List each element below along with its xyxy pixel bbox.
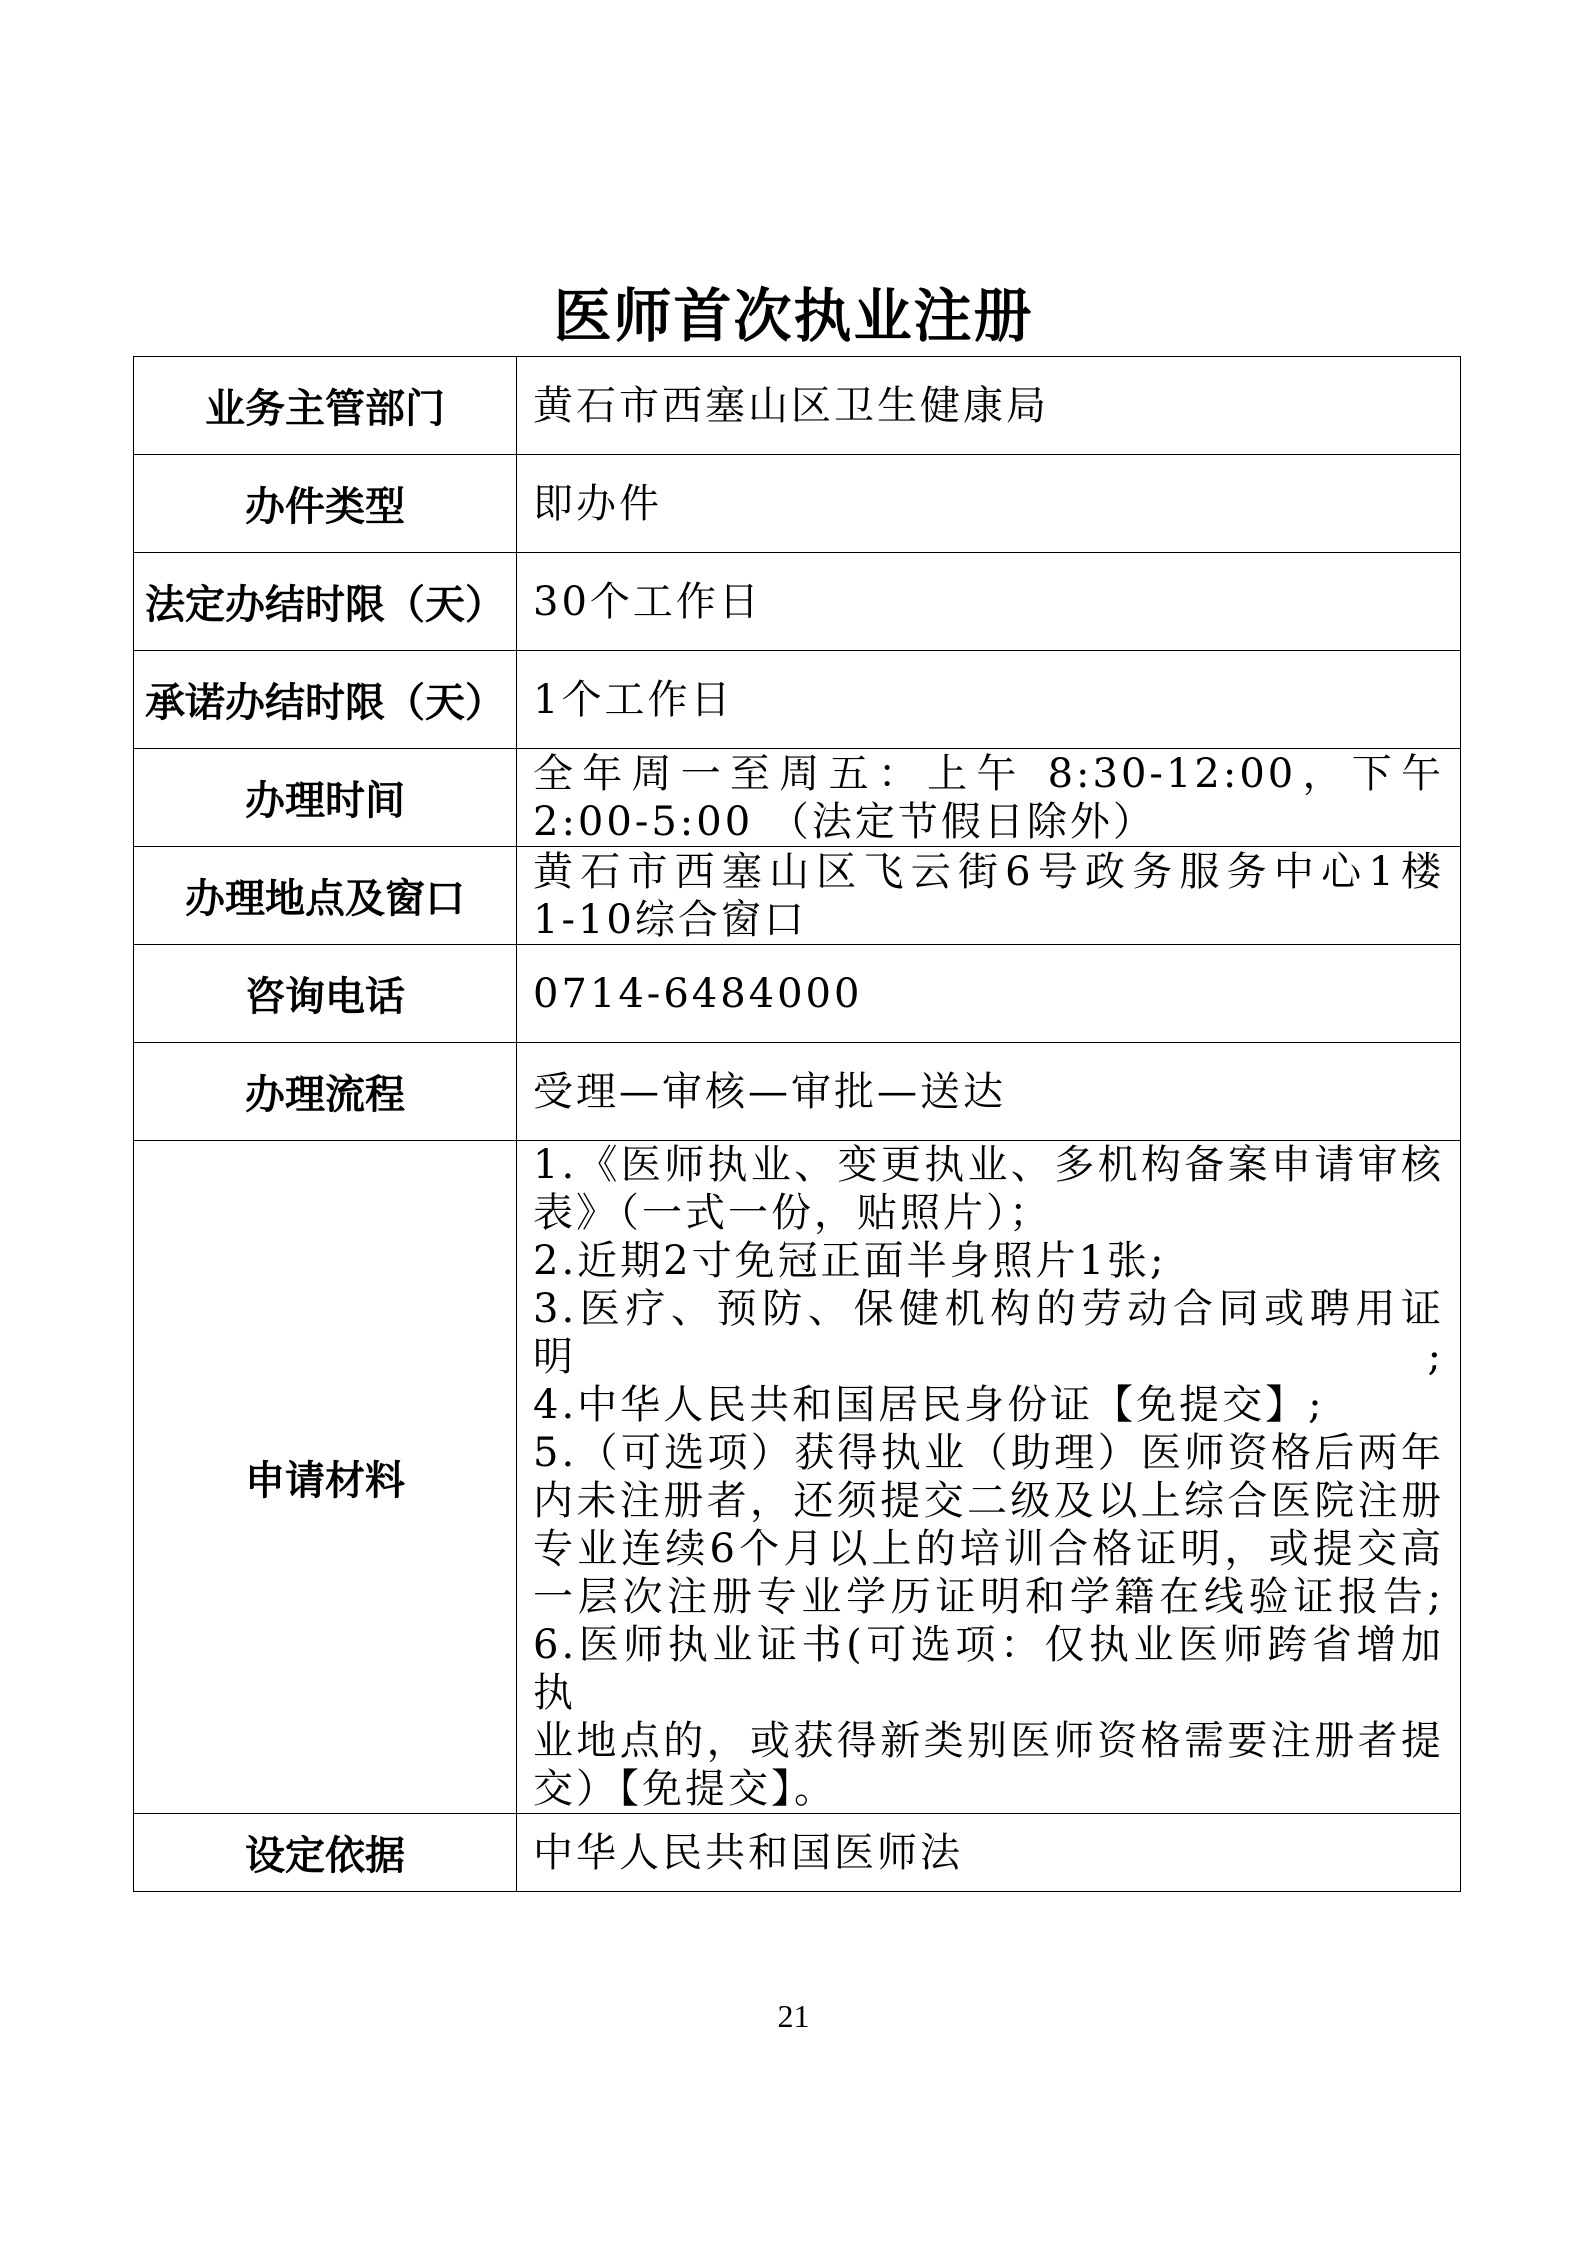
location-line: 1-10综合窗口 <box>533 896 807 943</box>
row-value-process: 受理—审核—审批—送达 <box>517 1043 1461 1141</box>
materials-line: 内未注册者，还须提交二级及以上综合医院注册 <box>533 1478 1444 1524</box>
materials-line: 1.《医师执业、变更执业、多机构备案申请审核 <box>533 1142 1444 1188</box>
table-row <box>134 847 1461 945</box>
info-table <box>133 356 1461 1892</box>
materials-line: 业地点的，或获得新类别医师资格需要注册者提 <box>533 1718 1444 1764</box>
row-value-legal-basis: 中华人民共和国医师法 <box>517 1814 1461 1892</box>
table-row <box>134 357 1461 455</box>
materials-line: 6.医师执业证书(可选项：仅执业医师跨省增加执 <box>533 1622 1444 1716</box>
materials-line: 表》（一式一份，贴照片）； <box>533 1190 1052 1236</box>
table-row <box>134 455 1461 553</box>
table-row <box>134 749 1461 847</box>
row-value-phone: 0714-6484000 <box>517 945 1461 1043</box>
materials-line: 5.（可选项）获得执业（助理）医师资格后两年 <box>533 1430 1444 1476</box>
row-value-department: 黄石市西塞山区卫生健康局 <box>517 357 1461 455</box>
office-hours-line: 全年周一至周五：上午 8:30-12:00，下午 <box>533 750 1444 797</box>
row-value-office-hours <box>517 749 1461 847</box>
row-label-promised-time-limit: 承诺办结时限（天） <box>134 651 517 749</box>
page-title: 医师首次执业注册 <box>553 282 1034 350</box>
row-label-process: 办理流程 <box>134 1043 517 1141</box>
row-label-materials: 申请材料 <box>134 1141 517 1814</box>
materials-line: 一层次注册专业学历证明和学籍在线验证报告; <box>533 1574 1444 1620</box>
location-line: 黄石市西塞山区飞云街6号政务服务中心1楼 <box>533 848 1444 895</box>
materials-line: 3.医疗、预防、保健机构的劳动合同或聘用证明; <box>533 1286 1444 1380</box>
table-row <box>134 553 1461 651</box>
materials-line: 交）【免提交】。 <box>533 1766 837 1812</box>
materials-line: 专业连续6个月以上的培训合格证明，或提交高 <box>533 1526 1444 1572</box>
materials-line: 2.近期2寸免冠正面半身照片1张; <box>533 1238 1167 1284</box>
table-row <box>134 1814 1461 1892</box>
table-row <box>134 651 1461 749</box>
table-row <box>134 1043 1461 1141</box>
row-value-location <box>517 847 1461 945</box>
row-value-legal-time-limit: 30个工作日 <box>517 553 1461 651</box>
table-row <box>134 945 1461 1043</box>
row-value-materials <box>517 1141 1461 1814</box>
page-number: 21 <box>777 1998 810 2034</box>
table-row <box>134 1141 1461 1814</box>
row-label-case-type: 办件类型 <box>134 455 517 553</box>
row-value-case-type: 即办件 <box>517 455 1461 553</box>
row-label-legal-time-limit: 法定办结时限（天） <box>134 553 517 651</box>
row-label-location: 办理地点及窗口 <box>134 847 517 945</box>
materials-line: 4.中华人民共和国居民身份证【免提交】; <box>533 1382 1325 1428</box>
office-hours-line: 2:00-5:00 （法定节假日除外） <box>533 798 1156 845</box>
row-label-department: 业务主管部门 <box>134 357 517 455</box>
row-label-office-hours: 办理时间 <box>134 749 517 847</box>
row-label-legal-basis: 设定依据 <box>134 1814 517 1892</box>
row-value-promised-time-limit: 1个工作日 <box>517 651 1461 749</box>
row-label-phone: 咨询电话 <box>134 945 517 1043</box>
